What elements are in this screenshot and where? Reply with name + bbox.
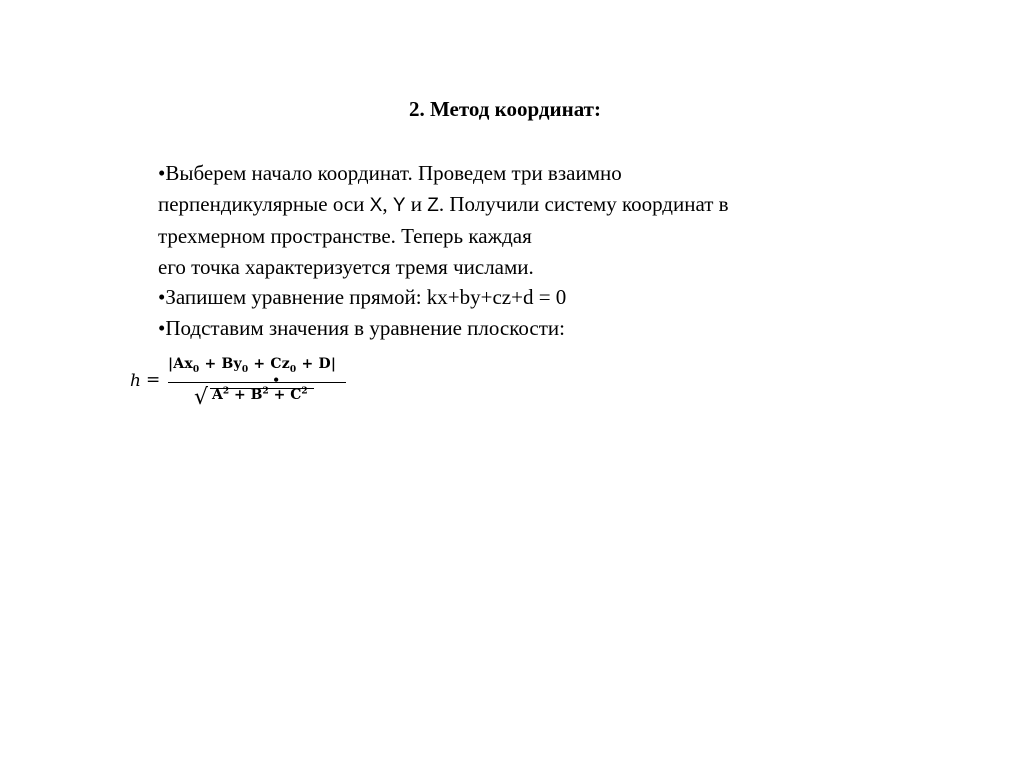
slide-title: 2. Метод координат: (409, 97, 601, 121)
formula-numerator (168, 356, 337, 375)
formula-lhs: h (130, 371, 141, 391)
den-c: C (290, 387, 302, 403)
radical-sign: √ (194, 385, 209, 410)
den-plus-2: + (268, 387, 291, 403)
den-a-sup: 2 (222, 386, 230, 397)
body-line-2 (158, 189, 878, 222)
distance-formula (130, 355, 360, 417)
term-by: By (221, 356, 242, 372)
plus-2: + (248, 356, 271, 372)
body-line-1: •Выберем начало координат. Проведем три взаимно (158, 161, 622, 185)
body-line-3: трехмерном пространстве. Теперь каждая (158, 224, 532, 248)
term-d: D (318, 356, 331, 372)
slide-body (158, 158, 878, 343)
den-c-sup: 2 (301, 386, 308, 397)
term-ax: Ax (173, 356, 193, 372)
axis-separator: , (382, 191, 393, 216)
plus-3: + (296, 356, 319, 372)
abs-open: | (168, 356, 174, 372)
formula-bullet: • (273, 370, 280, 390)
den-plus-1: + (229, 387, 251, 403)
body-line-5: •Запишем уравнение прямой: kx+by+cz+d = 0 (158, 285, 567, 309)
term-by-sub: 0 (241, 364, 249, 375)
term-cz: Cz (270, 356, 290, 372)
body-line-6: •Подставим значения в уравнение плоскости: (158, 315, 565, 340)
abs-close: | (330, 356, 337, 372)
plus-1: + (199, 356, 222, 372)
den-a: A (212, 387, 223, 403)
axis-x-label: X (369, 194, 383, 216)
axis-and-word: и (405, 191, 428, 216)
axis-y-label: Y (392, 194, 406, 216)
axis-z-label: Z (427, 194, 439, 216)
body-line-2-text-b: . Получили систему координат в (438, 191, 729, 216)
fraction-bar (168, 382, 346, 383)
formula-denominator (212, 387, 308, 403)
body-line-2-text-a: перпендикулярные оси (158, 191, 370, 216)
den-b-sup: 2 (262, 386, 269, 397)
body-line-4: его точка характеризуется тремя числами. (158, 254, 534, 279)
term-ax-sub: 0 (192, 364, 200, 375)
term-cz-sub: 0 (289, 364, 297, 375)
den-b: B (250, 387, 263, 403)
formula-equals: = (146, 370, 161, 390)
